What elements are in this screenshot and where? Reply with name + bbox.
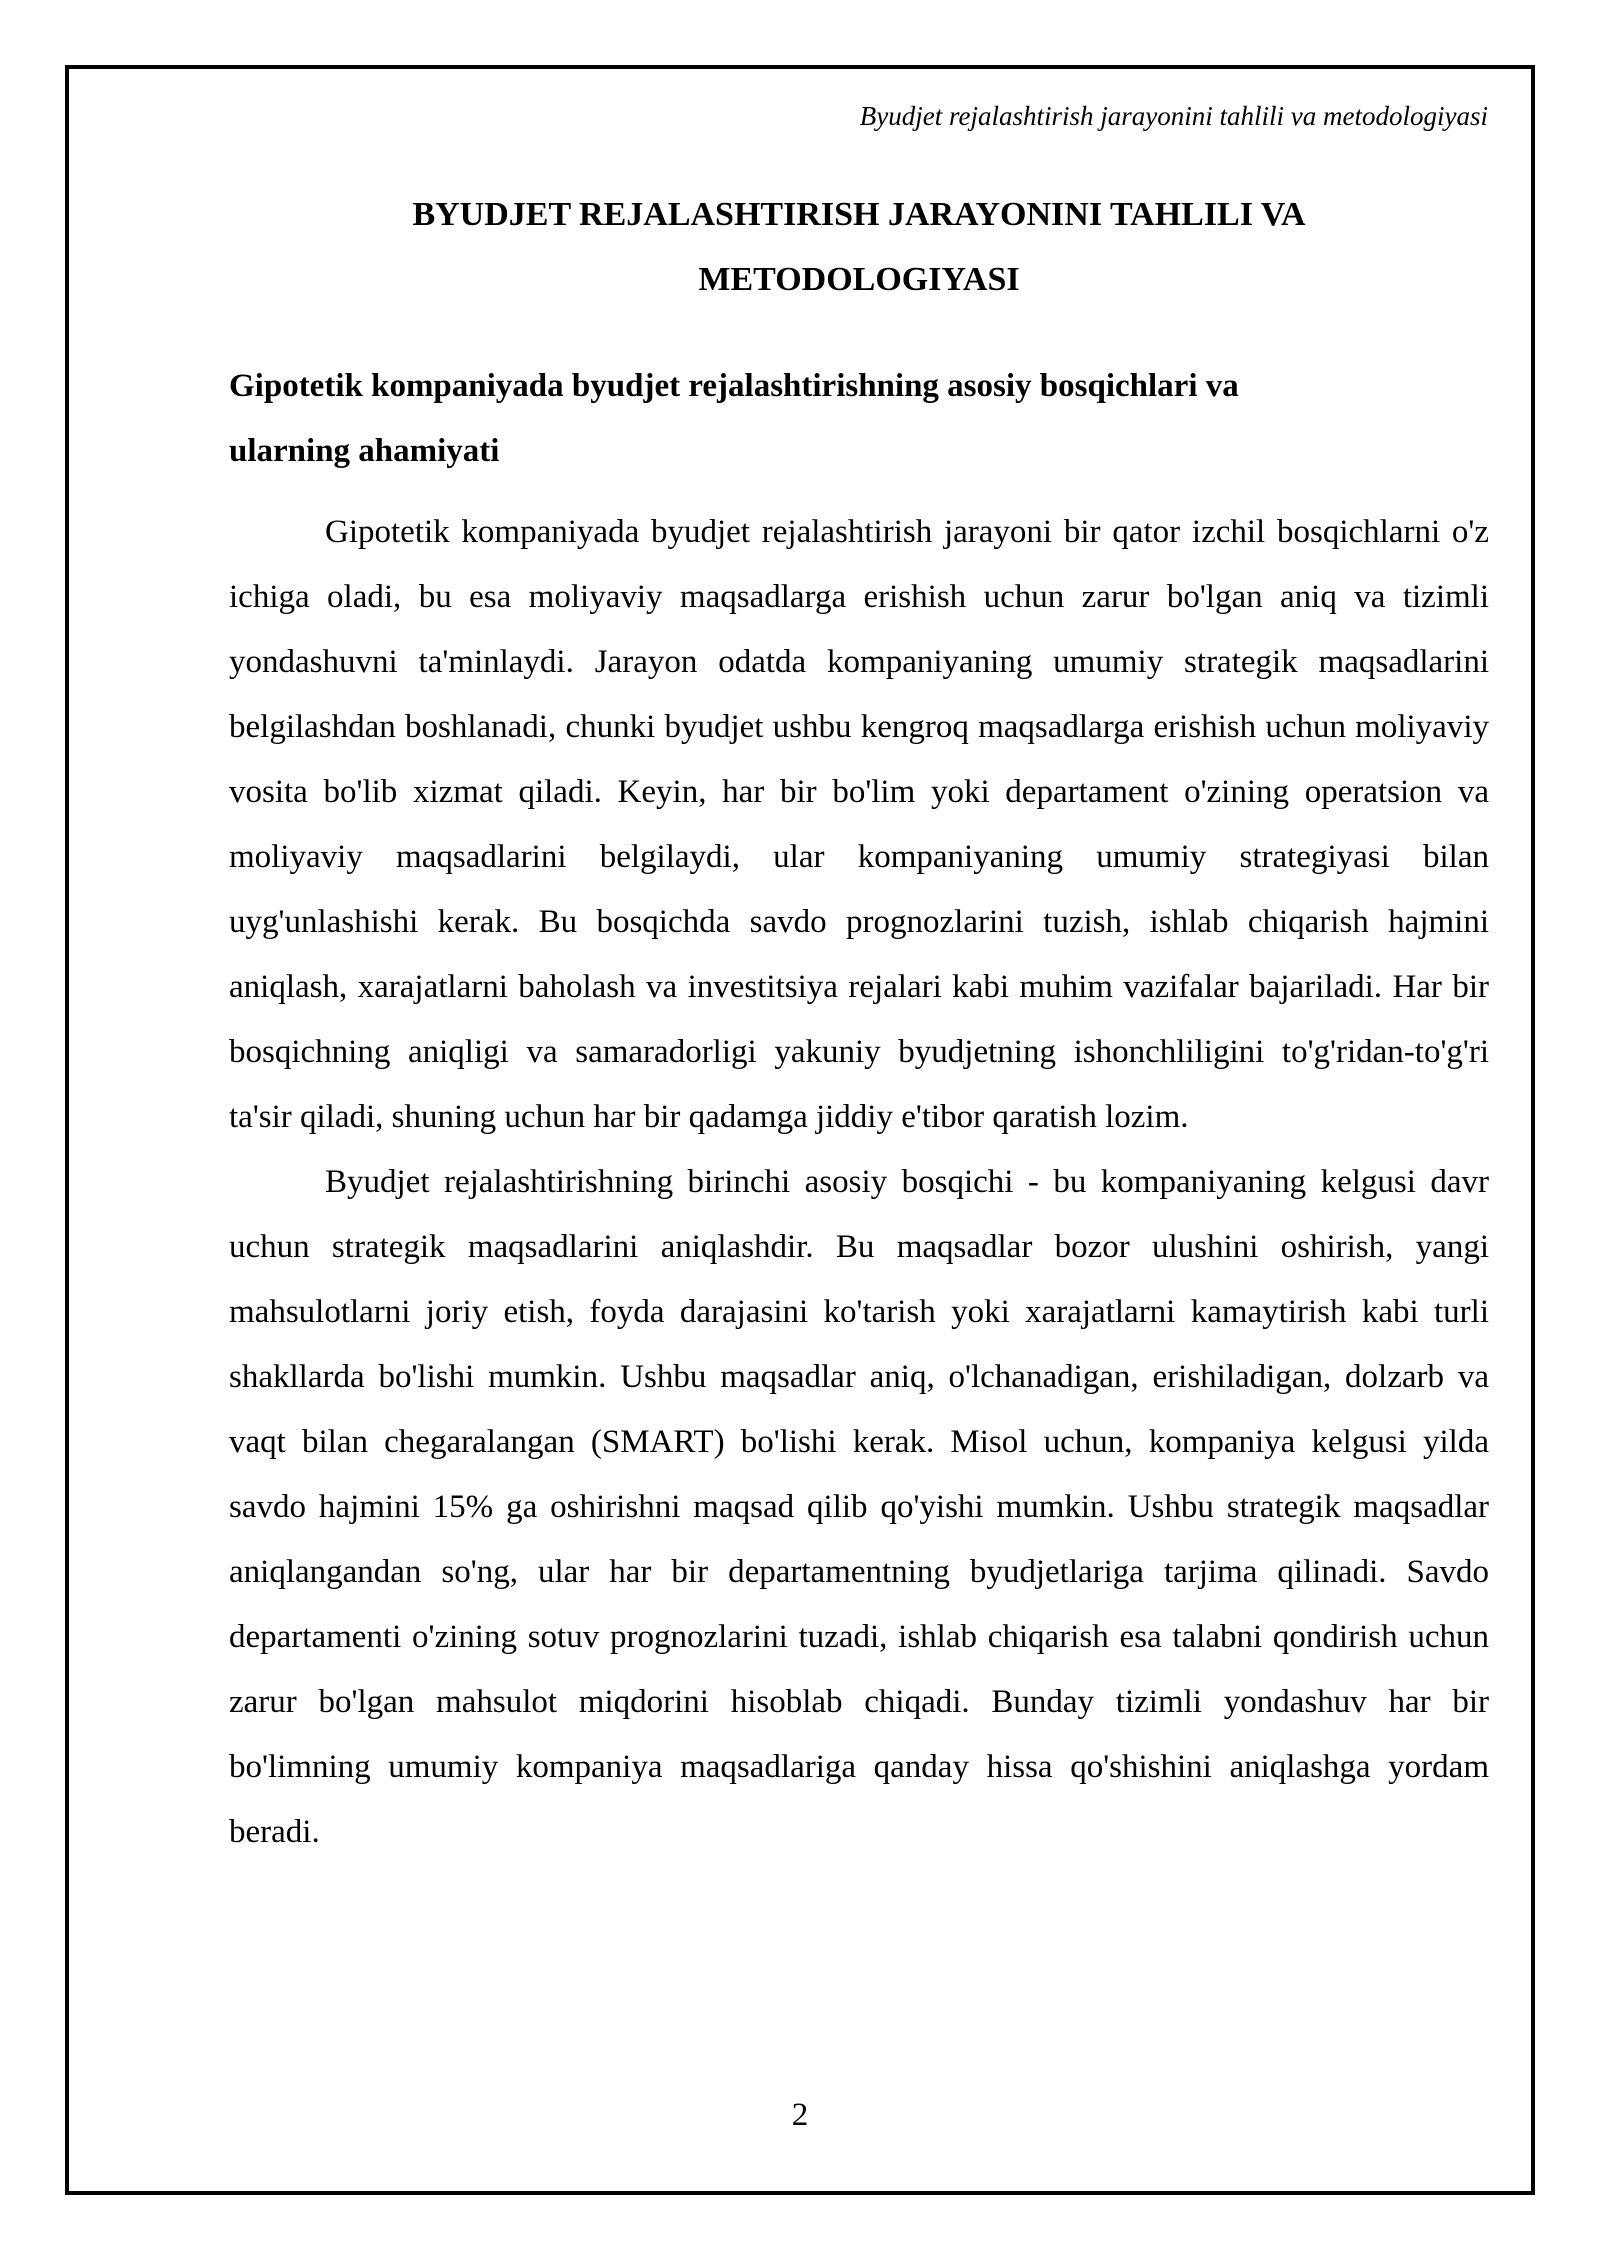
section-heading-line-1: Gipotetik kompaniyada byudjet rejalashtirishning asosiy bosqichlari va — [229, 368, 1239, 404]
document-title-line-1: BYUDJET REJALASHTIRISH JARAYONINI TAHLILI VA — [412, 196, 1306, 233]
section-heading — [229, 354, 1489, 484]
paragraph: Gipotetik kompaniyada byudjet rejalashtirish jarayoni bir qator izchil bosqichlarni o'z ichiga oladi, bu esa moliyaviy maqsadlarga erishish uchun zarur bo'lgan aniq va tizimli yondashuvni ta'minlaydi. Jarayon odatda kompaniyaning umumiy strategik maqsadlarini belgilashdan boshlanadi, chunki byudjet ushbu kengroq maqsadlarga erishish uchun moliyaviy vosita bo'lib xizmat qiladi. Keyin, har bir bo'lim yoki departament o'zining operatsion va moliyaviy maqsadlarini belgilaydi, ular kompaniyaning umumiy strategiyasi bilan uyg'unlashishi kerak. Bu bosqichda savdo prognozlarini tuzish, ishlab chiqarish hajmini aniqlash, xarajatlarni baholash va investitsiya rejalari kabi muhim vazifalar bajariladi. Har bir bosqichning aniqligi va samaradorligi yakuniy byudjetning ishonchliligini to'g'ridan-to'g'ri ta'sir qiladi, shuning uchun har bir qadamga jiddiy e'tibor qaratish lozim. — [229, 514, 1489, 1135]
page-number: 2 — [791, 2097, 809, 2133]
section-heading-line-2: ularning ahamiyati — [229, 433, 500, 469]
document-title — [229, 182, 1489, 312]
running-header: Byudjet rejalashtirish jarayonini tahlili va metodologiyasi — [859, 101, 1488, 131]
document-title-line-2: METODOLOGIYASI — [698, 261, 1020, 298]
body-text — [229, 500, 1489, 1865]
paragraph: Byudjet rejalashtirishning birinchi asosiy bosqichi - bu kompaniyaning kelgusi davr uchun strategik maqsadlarini aniqlashdir. Bu maqsadlar bozor ulushini oshirish, yangi mahsulotlarni joriy etish, foyda darajasini ko'tarish yoki xarajatlarni kamaytirish kabi turli shakllarda bo'lishi mumkin. Ushbu maqsadlar aniq, o'lchanadigan, erishiladigan, dolzarb va vaqt bilan chegaralangan (SMART) bo'lishi kerak. Misol uchun, kompaniya kelgusi yilda savdo hajmini 15% ga oshirishni maqsad qilib qo'yishi mumkin. Ushbu strategik maqsadlar aniqlangandan so'ng, ular har bir departamentning byudjetlariga tarjima qilinadi. Savdo departamenti o'zining sotuv prognozlarini tuzadi, ishlab chiqarish esa talabni qondirish uchun zarur bo'lgan mahsulot miqdorini hisoblab chiqadi. Bunday tizimli yondashuv har bir bo'limning umumiy kompaniya maqsadlariga qanday hissa qo'shishini aniqlashga yordam beradi. — [229, 1164, 1489, 1850]
